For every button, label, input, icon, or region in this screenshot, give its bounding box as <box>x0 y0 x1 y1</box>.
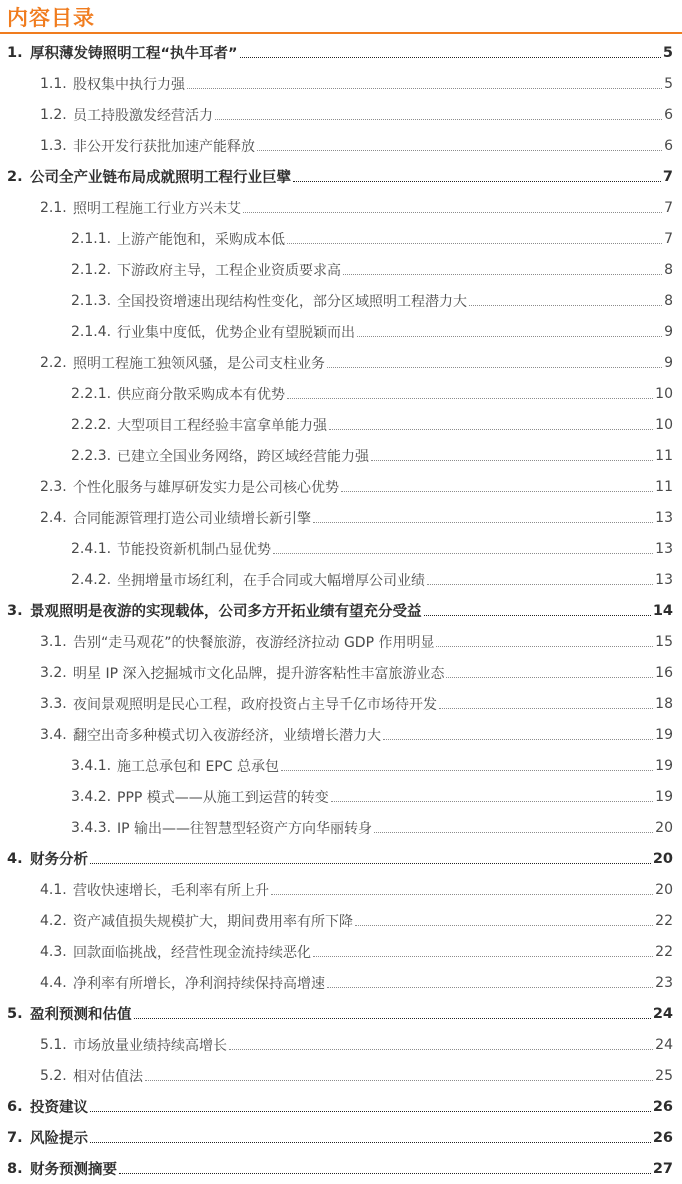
toc-entry-title: 节能投资新机制凸显优势 <box>117 541 271 558</box>
toc-entry-page-number: 23 <box>655 974 673 991</box>
toc-entry[interactable] <box>0 161 682 192</box>
toc-entry-page-number: 22 <box>655 943 673 960</box>
toc-entry-page-number: 14 <box>652 602 673 619</box>
toc-entry[interactable] <box>0 378 682 409</box>
toc-entry-number: 3.4. <box>40 726 67 743</box>
toc-entry[interactable] <box>0 1122 682 1153</box>
toc-entry-number: 2.4.1. <box>71 540 112 557</box>
dot-leader <box>343 273 662 275</box>
toc-entry[interactable] <box>0 192 682 223</box>
toc-entry-number: 1.2. <box>40 106 67 123</box>
toc-entry[interactable] <box>0 719 682 750</box>
toc-entry-title: 财务分析 <box>30 852 88 868</box>
toc-entry-title: 明星 IP 深入挖掘城市文化品牌，提升游客粘性丰富旅游业态 <box>73 665 445 682</box>
toc-entry-page-number: 16 <box>655 664 673 681</box>
toc-entry-page-number: 26 <box>652 1129 673 1146</box>
dot-leader <box>240 56 661 58</box>
toc-entry-page-number: 6 <box>664 106 673 123</box>
toc-entry-title: 营收快速增长，毛利率有所上升 <box>73 882 269 899</box>
toc-entry[interactable] <box>0 440 682 471</box>
dot-leader <box>293 180 661 182</box>
toc-entry-title: 股权集中执行力强 <box>73 76 185 93</box>
toc-entry-page-number: 13 <box>655 540 673 557</box>
toc-entry-page-number: 11 <box>655 478 673 495</box>
toc-entry-title: 施工总承包和 EPC 总承包 <box>117 758 279 775</box>
toc-entry-title: 财务预测摘要 <box>30 1162 117 1178</box>
toc-entry-page-number: 19 <box>655 757 673 774</box>
dot-leader <box>90 862 651 864</box>
toc-entry-page-number: 18 <box>655 695 673 712</box>
toc-entry-number: 2.3. <box>40 478 67 495</box>
toc-entry-number: 2.1.4. <box>71 323 112 340</box>
toc-entry-number: 2.4. <box>40 509 67 526</box>
toc-entry-number: 1.1. <box>40 75 67 92</box>
toc-entry-number: 6. <box>7 1098 23 1115</box>
toc-entry[interactable] <box>0 626 682 657</box>
toc-entry-title: 公司全产业链布局成就照明工程行业巨擘 <box>30 170 291 186</box>
toc-entry-title: 翻空出奇多种模式切入夜游经济，业绩增长潜力大 <box>73 727 381 744</box>
dot-leader <box>446 676 653 678</box>
dot-leader <box>287 242 662 244</box>
dot-leader <box>313 521 653 523</box>
toc-entry-page-number: 8 <box>664 292 673 309</box>
dot-leader <box>243 211 662 213</box>
dot-leader <box>424 614 651 616</box>
toc-entry[interactable] <box>0 967 682 998</box>
toc-entry-number: 7. <box>7 1129 23 1146</box>
title-divider <box>0 32 682 34</box>
toc-entry-number: 2.1.3. <box>71 292 112 309</box>
toc-entry[interactable] <box>0 285 682 316</box>
toc-entry[interactable] <box>0 936 682 967</box>
toc-entry[interactable] <box>0 68 682 99</box>
toc-entry-page-number: 5 <box>664 75 673 92</box>
toc-entry-title: 回款面临挑战，经营性现金流持续恶化 <box>73 944 311 961</box>
toc-entry[interactable] <box>0 502 682 533</box>
dot-leader <box>329 428 653 430</box>
toc-entry[interactable] <box>0 1091 682 1122</box>
dot-leader <box>383 738 653 740</box>
toc-entry-number: 8. <box>7 1160 23 1177</box>
toc-entry-page-number: 19 <box>655 726 673 743</box>
toc-entry-number: 2. <box>7 168 23 185</box>
dot-leader <box>371 459 653 461</box>
toc-entry-number: 1. <box>7 44 23 61</box>
toc-entry-title: 告别“走马观花”的快餐旅游，夜游经济拉动 GDP 作用明显 <box>73 634 435 651</box>
toc-entry-page-number: 10 <box>655 416 673 433</box>
toc-entry-page-number: 8 <box>664 261 673 278</box>
toc-entry-number: 2.1. <box>40 199 67 216</box>
toc-entry-title: 员工持股激发经营活力 <box>73 107 213 124</box>
toc-entry-number: 2.1.2. <box>71 261 112 278</box>
toc-entry-page-number: 9 <box>664 354 673 371</box>
toc-list <box>0 37 682 1184</box>
toc-entry-title: 行业集中度低，优势企业有望脱颖而出 <box>117 324 355 341</box>
toc-entry[interactable] <box>0 1060 682 1091</box>
toc-entry-number: 4.2. <box>40 912 67 929</box>
dot-leader <box>427 583 653 585</box>
toc-entry-title: 非公开发行获批加速产能释放 <box>73 138 255 155</box>
toc-entry[interactable] <box>0 99 682 130</box>
dot-leader <box>313 955 653 957</box>
dot-leader <box>187 87 662 89</box>
dot-leader <box>357 335 662 337</box>
toc-entry-title: 大型项目工程经验丰富拿单能力强 <box>117 417 327 434</box>
dot-leader <box>119 1172 651 1174</box>
dot-leader <box>229 1048 653 1050</box>
toc-entry-number: 3. <box>7 602 23 619</box>
toc-entry-title: 夜间景观照明是民心工程，政府投资占主导千亿市场待开发 <box>73 696 437 713</box>
toc-entry-number: 5.2. <box>40 1067 67 1084</box>
dot-leader <box>331 800 653 802</box>
toc-entry-number: 3.4.2. <box>71 788 112 805</box>
toc-entry-number: 3.1. <box>40 633 67 650</box>
toc-entry-page-number: 10 <box>655 385 673 402</box>
toc-entry[interactable] <box>0 409 682 440</box>
toc-entry-page-number: 24 <box>652 1005 673 1022</box>
toc-entry-title: 净利率有所增长，净利润持续保持高增速 <box>73 975 325 992</box>
toc-entry[interactable] <box>0 1029 682 1060</box>
dot-leader <box>436 645 653 647</box>
dot-leader <box>287 397 653 399</box>
toc-entry-title: IP 输出——往智慧型轻资产方向华丽转身 <box>117 820 373 837</box>
toc-entry-title: 厚积薄发铸照明工程“执牛耳者” <box>30 46 238 62</box>
toc-entry-title: 坐拥增量市场红利，在手合同或大幅增厚公司业绩 <box>117 572 425 589</box>
toc-entry-title: PPP 模式——从施工到运营的转变 <box>117 789 329 806</box>
toc-entry-title: 供应商分散采购成本有优势 <box>117 386 285 403</box>
toc-entry-page-number: 22 <box>655 912 673 929</box>
dot-leader <box>134 1017 651 1019</box>
toc-entry-title: 已建立全国业务网络，跨区域经营能力强 <box>117 448 369 465</box>
toc-entry-number: 2.2.2. <box>71 416 112 433</box>
toc-entry[interactable] <box>0 998 682 1029</box>
toc-entry[interactable] <box>0 130 682 161</box>
toc-entry-title: 照明工程施工行业方兴未艾 <box>73 200 241 217</box>
toc-entry-number: 2.1.1. <box>71 230 112 247</box>
toc-entry[interactable] <box>0 564 682 595</box>
toc-entry-title: 上游产能饱和，采购成本低 <box>117 231 285 248</box>
toc-entry[interactable] <box>0 37 682 68</box>
toc-entry-page-number: 20 <box>655 819 673 836</box>
dot-leader <box>271 893 653 895</box>
toc-entry-number: 3.2. <box>40 664 67 681</box>
toc-entry-page-number: 5 <box>662 44 673 61</box>
toc-entry-number: 1.3. <box>40 137 67 154</box>
toc-entry-page-number: 11 <box>655 447 673 464</box>
dot-leader <box>145 1079 653 1081</box>
toc-entry-number: 4. <box>7 850 23 867</box>
toc-entry-number: 5.1. <box>40 1036 67 1053</box>
dot-leader <box>257 149 662 151</box>
toc-entry-page-number: 9 <box>664 323 673 340</box>
dot-leader <box>439 707 653 709</box>
toc-entry-title: 盈利预测和估值 <box>30 1007 132 1023</box>
toc-entry[interactable] <box>0 316 682 347</box>
toc-entry-title: 风险提示 <box>30 1131 88 1147</box>
dot-leader <box>355 924 653 926</box>
dot-leader <box>281 769 653 771</box>
toc-entry-number: 3.3. <box>40 695 67 712</box>
dot-leader <box>90 1141 651 1143</box>
toc-entry-title: 投资建议 <box>30 1100 88 1116</box>
toc-entry-title: 资产减值损失规模扩大，期间费用率有所下降 <box>73 913 353 930</box>
toc-title: 内容目录 <box>7 6 95 30</box>
dot-leader <box>469 304 662 306</box>
toc-entry-page-number: 13 <box>655 509 673 526</box>
toc-entry[interactable] <box>0 874 682 905</box>
toc-entry[interactable] <box>0 533 682 564</box>
toc-entry-number: 4.3. <box>40 943 67 960</box>
toc-entry-title: 全国投资增速出现结构性变化，部分区域照明工程潜力大 <box>117 293 467 310</box>
toc-entry[interactable] <box>0 254 682 285</box>
toc-entry[interactable] <box>0 471 682 502</box>
toc-entry-title: 合同能源管理打造公司业绩增长新引擎 <box>73 510 311 527</box>
toc-entry-number: 2.2.1. <box>71 385 112 402</box>
toc-entry-number: 2.4.2. <box>71 571 112 588</box>
toc-entry[interactable] <box>0 688 682 719</box>
toc-entry[interactable] <box>0 595 682 626</box>
toc-entry-page-number: 24 <box>655 1036 673 1053</box>
dot-leader <box>90 1110 651 1112</box>
toc-entry-title: 市场放量业绩持续高增长 <box>73 1037 227 1054</box>
toc-entry[interactable] <box>0 905 682 936</box>
toc-entry-number: 3.4.3. <box>71 819 112 836</box>
dot-leader <box>327 986 653 988</box>
dot-leader <box>327 366 662 368</box>
toc-entry[interactable] <box>0 657 682 688</box>
toc-entry[interactable] <box>0 347 682 378</box>
toc-entry-title: 相对估值法 <box>73 1068 143 1085</box>
toc-entry-page-number: 27 <box>652 1160 673 1177</box>
toc-entry-title: 个性化服务与雄厚研发实力是公司核心优势 <box>73 479 339 496</box>
toc-entry-page-number: 7 <box>664 199 673 216</box>
toc-entry-title: 景观照明是夜游的实现载体，公司多方开拓业绩有望充分受益 <box>30 604 422 620</box>
toc-entry[interactable] <box>0 781 682 812</box>
dot-leader <box>215 118 662 120</box>
toc-entry-page-number: 7 <box>664 230 673 247</box>
toc-entry[interactable] <box>0 750 682 781</box>
dot-leader <box>374 831 653 833</box>
toc-entry-page-number: 20 <box>655 881 673 898</box>
toc-entry[interactable] <box>0 843 682 874</box>
toc-entry-number: 4.4. <box>40 974 67 991</box>
toc-entry-page-number: 19 <box>655 788 673 805</box>
toc-entry[interactable] <box>0 223 682 254</box>
toc-entry-number: 2.2.3. <box>71 447 112 464</box>
toc-entry-page-number: 25 <box>655 1067 673 1084</box>
toc-entry[interactable] <box>0 812 682 843</box>
toc-entry-page-number: 26 <box>652 1098 673 1115</box>
toc-entry-page-number: 6 <box>664 137 673 154</box>
toc-entry-page-number: 15 <box>655 633 673 650</box>
toc-entry-title: 下游政府主导，工程企业资质要求高 <box>117 262 341 279</box>
toc-entry-page-number: 7 <box>662 168 673 185</box>
dot-leader <box>341 490 653 492</box>
dot-leader <box>273 552 653 554</box>
toc-entry-title: 照明工程施工独领风骚，是公司支柱业务 <box>73 355 325 372</box>
toc-entry-number: 4.1. <box>40 881 67 898</box>
toc-entry-number: 3.4.1. <box>71 757 112 774</box>
toc-entry-page-number: 13 <box>655 571 673 588</box>
toc-entry-page-number: 20 <box>652 850 673 867</box>
toc-entry-number: 5. <box>7 1005 23 1022</box>
toc-entry-number: 2.2. <box>40 354 67 371</box>
